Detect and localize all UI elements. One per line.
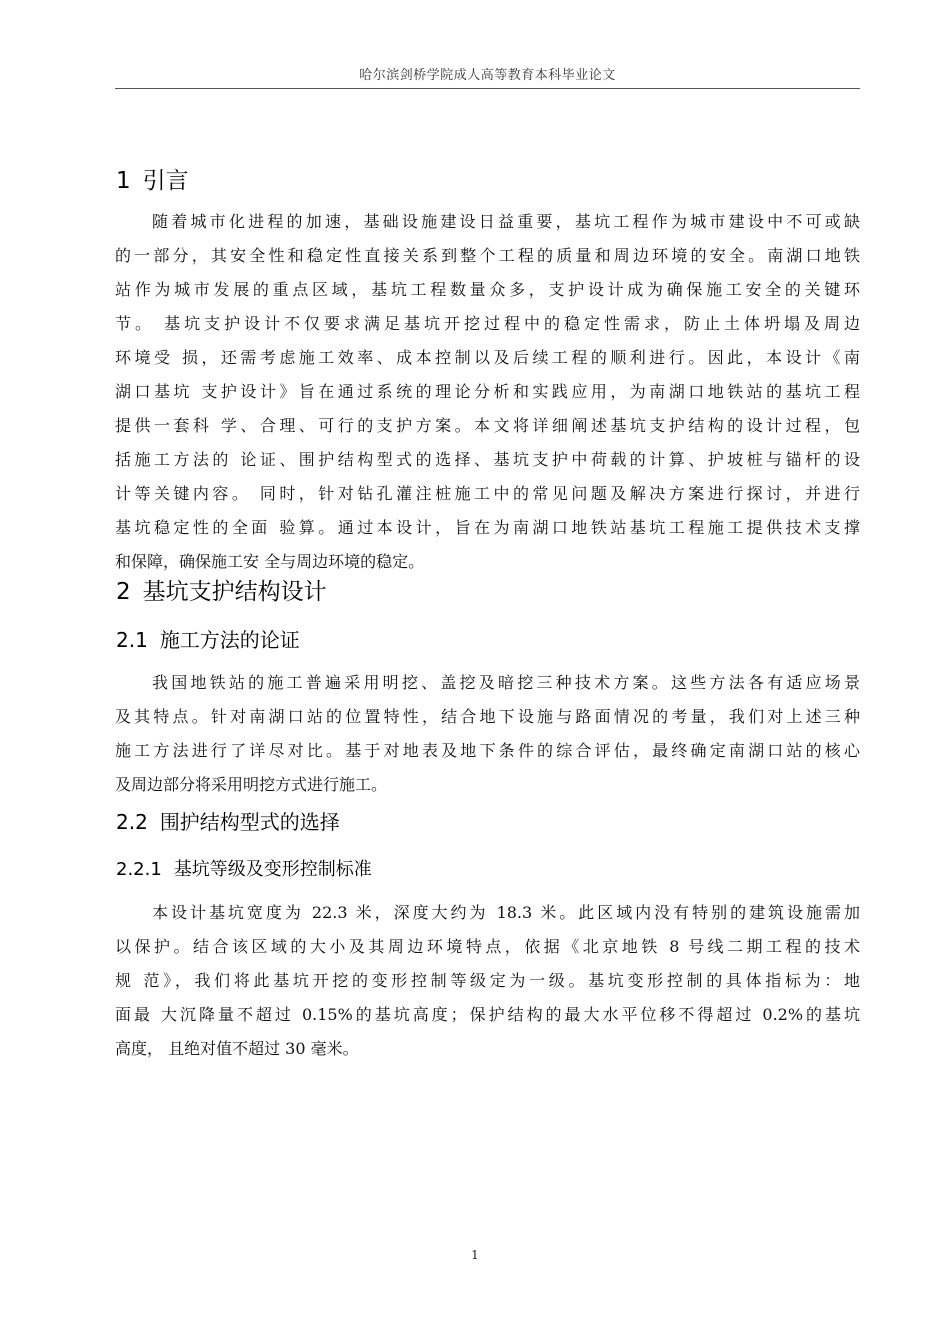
page-number: 1	[471, 1248, 479, 1262]
section-title: 基坑支护结构设计	[142, 579, 327, 605]
paragraph-line: 括施工方法的 论证、围护结构型式的选择、基坑支护中荷载的计算、护坡桩与锚杆的设	[115, 450, 860, 469]
paragraph-line: 环境受 损，还需考虑施工效率、成本控制以及后续工程的顺利进行。因此，本设计《南	[115, 348, 860, 367]
paragraph-line: 面最 大沉降量不超过 0.15%的基坑高度；保护结构的最大水平位移不得超过 0.2%的基坑	[115, 1005, 860, 1024]
section-number: 2.1	[116, 628, 148, 652]
heading-section-2-2-1	[116, 855, 372, 881]
paragraph-line: 和保障，确保施工安 全与周边环境的稳定。	[115, 552, 425, 571]
paragraph-line: 及周边部分将采用明挖方式进行施工。	[115, 775, 388, 794]
paragraph-deformation-standard	[115, 896, 860, 1066]
paragraph-line: 本设计基坑宽度为 22.3 米，深度大约为 18.3 米。此区域内没有特别的建筑设施需加	[152, 903, 860, 922]
section-number: 2.2	[116, 810, 148, 834]
section-number: 2	[116, 579, 131, 605]
header-divider	[115, 88, 860, 89]
paragraph-line: 节。 基坑支护设计不仅要求满足基坑开挖过程中的稳定性需求，防止土体坍塌及周边	[115, 314, 860, 333]
heading-section-2	[116, 573, 327, 606]
paragraph-line: 基坑稳定性的全面 验算。通过本设计，旨在为南湖口地铁站基坑工程施工提供技术支撑	[115, 518, 860, 537]
paragraph-line: 施工方法进行了详尽对比。基于对地表及地下条件的综合评估，最终确定南湖口站的核心	[115, 741, 860, 760]
running-header: 哈尔滨剑桥学院成人高等教育本科毕业论文	[359, 68, 616, 83]
paragraph-line: 湖口基坑 支护设计》旨在通过系统的理论分析和实践应用，为南湖口地铁站的基坑工程	[115, 382, 860, 401]
paragraph-intro	[115, 205, 860, 579]
paragraph-construction-method	[115, 666, 860, 802]
paragraph-line: 我国地铁站的施工普遍采用明挖、盖挖及暗挖三种技术方案。这些方法各有适应场景	[152, 673, 860, 692]
paragraph-line: 以保护。结合该区域的大小及其周边环境特点，依据《北京地铁 8 号线二期工程的技术	[115, 937, 860, 956]
section-number: 1	[116, 168, 131, 194]
paragraph-line: 高度， 且绝对值不超过 30 毫米。	[115, 1039, 359, 1058]
paragraph-line: 提供一套科 学、合理、可行的支护方案。本文将详细阐述基坑支护结构的设计过程，包	[115, 416, 860, 435]
paragraph-line: 规 范》，我们将此基坑开挖的变形控制等级定为一级。基坑变形控制的具体指标为：地	[115, 971, 860, 990]
paragraph-line: 计等关键内容。 同时，针对钻孔灌注桩施工中的常见问题及解决方案进行探讨，并进行	[115, 484, 860, 503]
section-title: 施工方法的论证	[159, 628, 300, 652]
section-title: 引言	[142, 168, 189, 194]
section-title: 基坑等级及变形控制标准	[173, 859, 372, 880]
heading-section-2-1	[116, 624, 300, 653]
section-number: 2.2.1	[116, 859, 162, 880]
paragraph-line: 随着城市化进程的加速，基础设施建设日益重要，基坑工程作为城市建设中不可或缺	[152, 212, 860, 231]
paragraph-line: 的一部分，其安全性和稳定性直接关系到整个工程的质量和周边环境的安全。南湖口地铁	[115, 246, 860, 265]
paragraph-line: 及其特点。针对南湖口站的位置特性，结合地下设施与路面情况的考量，我们对上述三种	[115, 707, 860, 726]
paragraph-line: 站作为城市发展的重点区域，基坑工程数量众多，支护设计成为确保施工安全的关键环	[115, 280, 860, 299]
heading-section-1	[116, 162, 189, 195]
section-title: 围护结构型式的选择	[159, 810, 340, 834]
heading-section-2-2	[116, 806, 340, 835]
